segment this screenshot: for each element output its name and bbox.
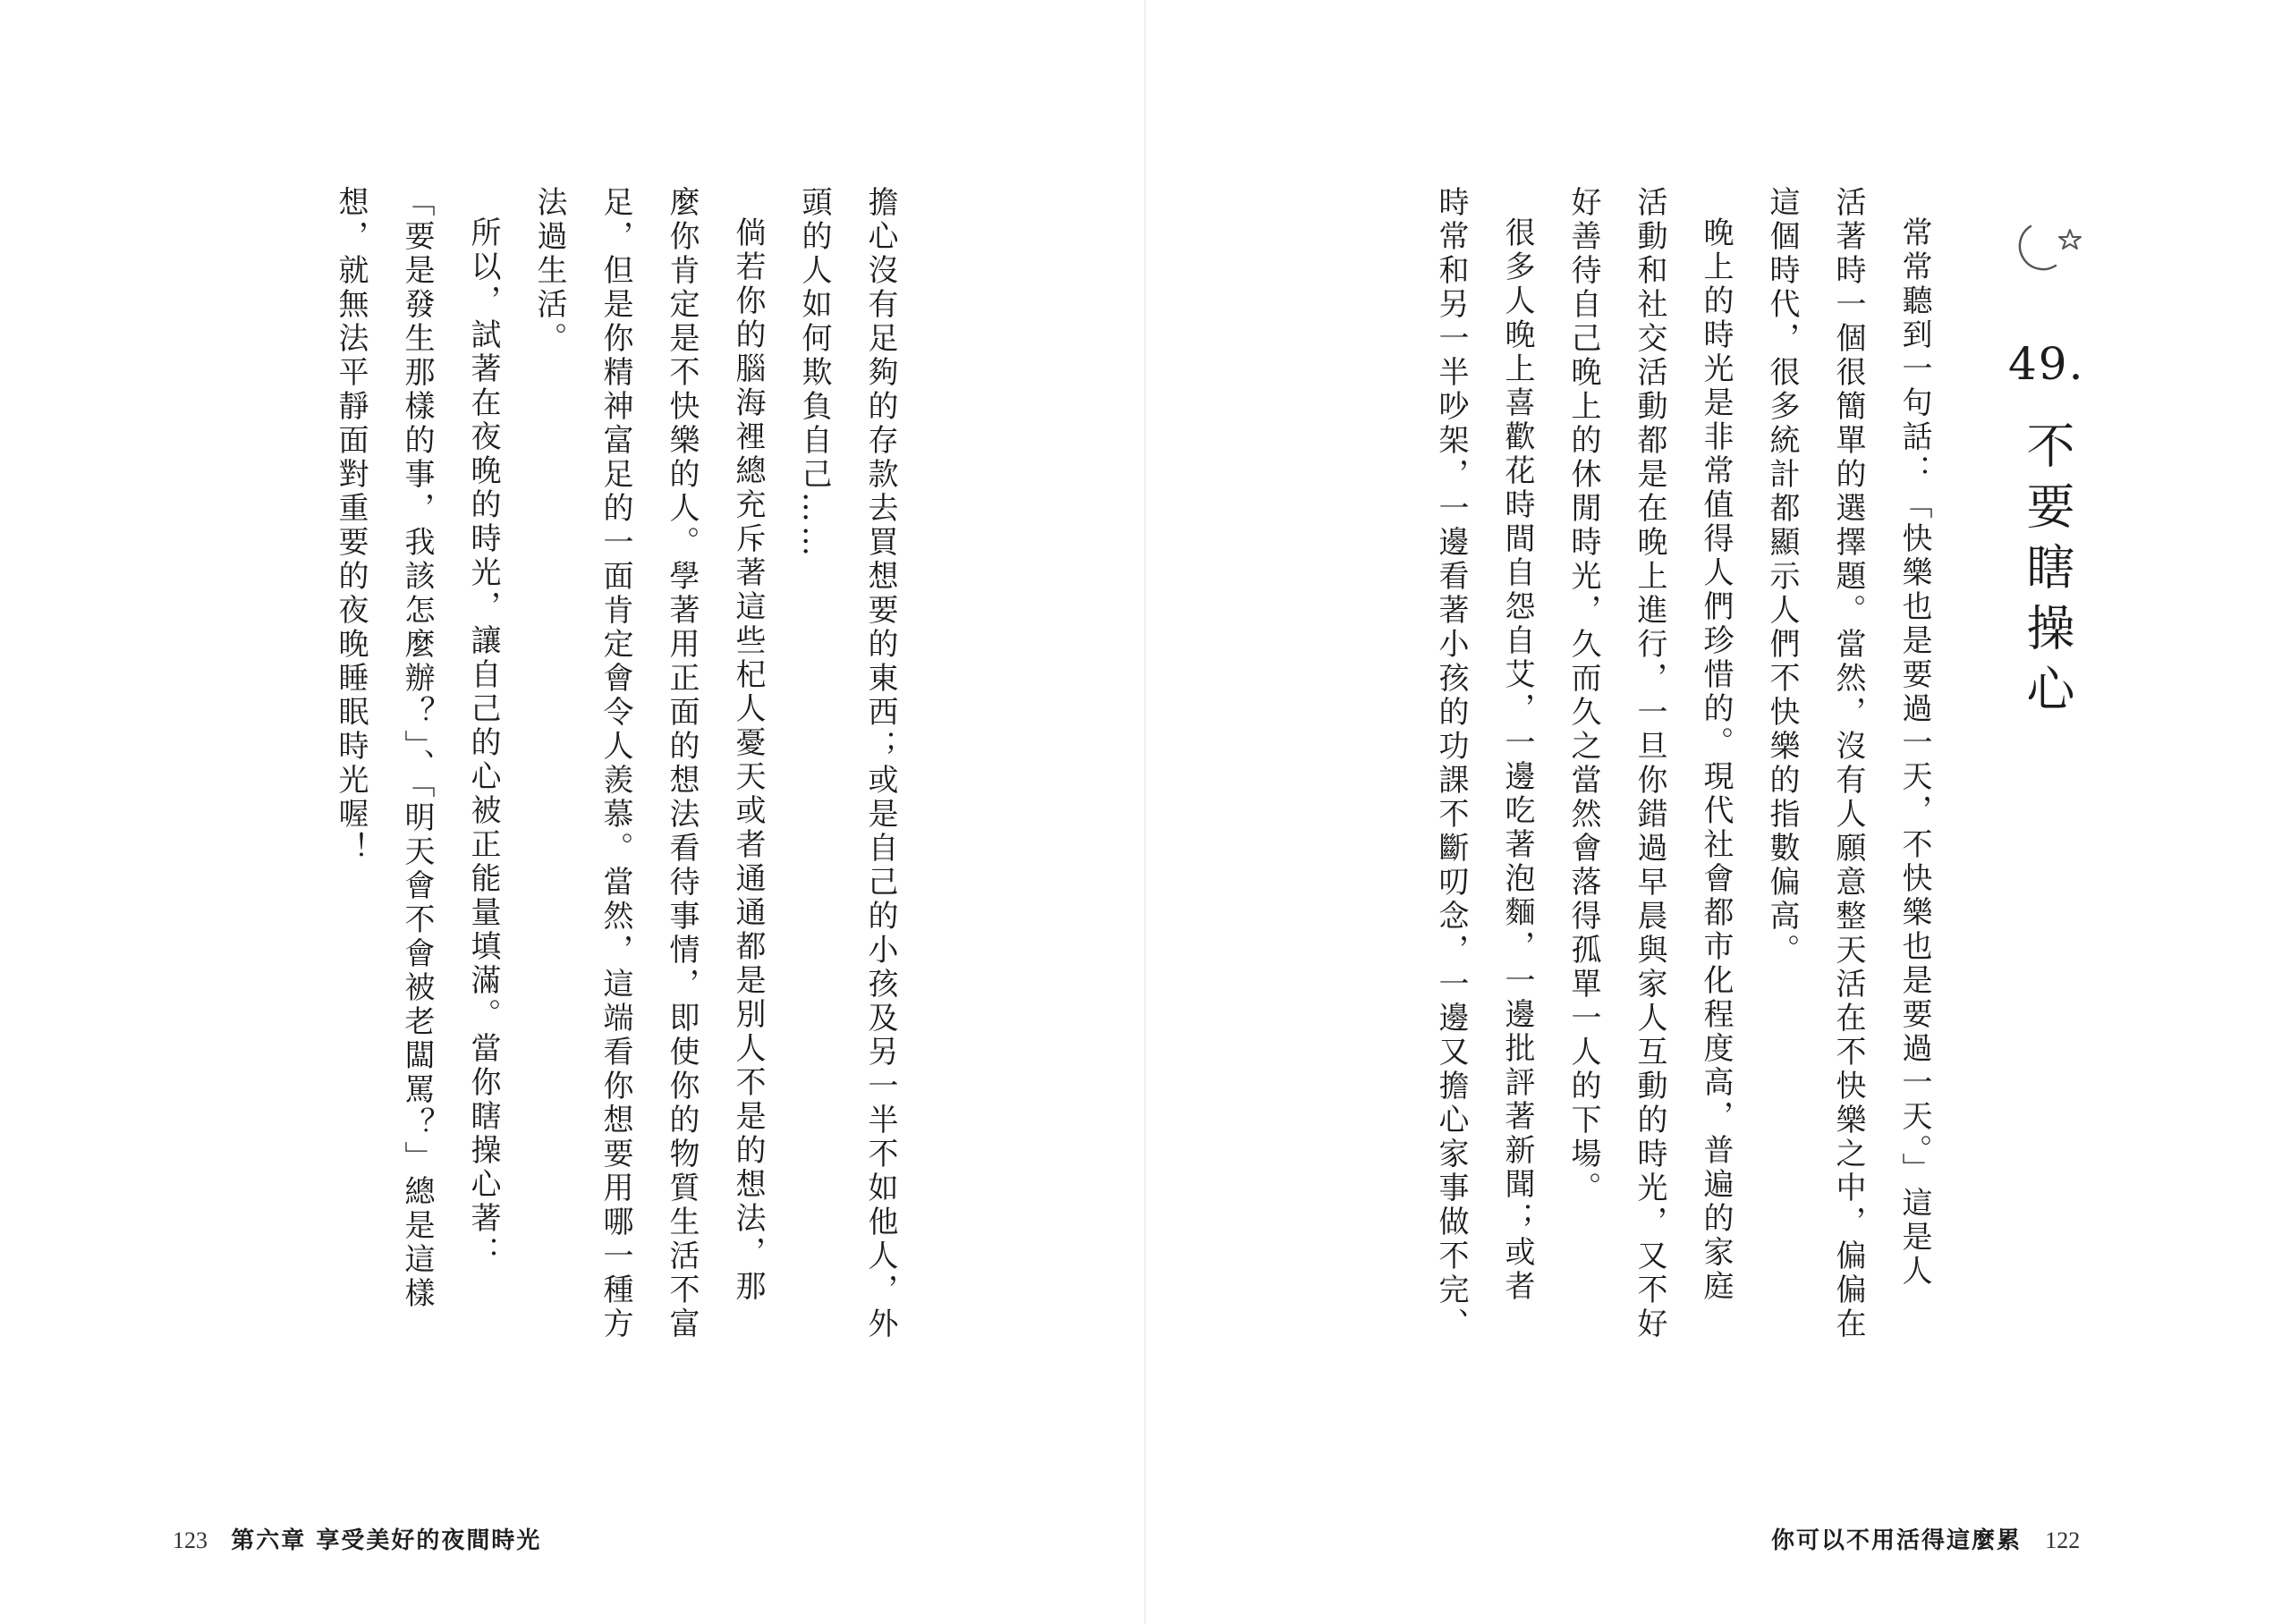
chapter-running-head: 第六章 享受美好的夜間時光 xyxy=(231,1527,542,1554)
body-line: 頭的人如何欺負自己…… xyxy=(796,186,832,560)
body-line: 常常聽到一句話：「快樂也是要過一天，不快樂也是要過一天。」這是人 xyxy=(1896,216,1932,1289)
body-line: 「要是發生那樣的事，我該怎麼辦？」、「明天會不會被老闆罵？」總是這樣 xyxy=(399,186,435,1311)
body-line: 麼你肯定是不快樂的人。學著用正面的想法看待事情，即使你的物質生活不富 xyxy=(664,186,700,1341)
chapter-title: 不要瞎操心 xyxy=(2019,420,2075,724)
body-line: 活動和社交活動都是在晚上進行，一旦你錯過早晨與家人互動的時光，又不好 xyxy=(1632,186,1667,1341)
body-line: 晚上的時光是非常值得人們珍惜的。現代社會都市化程度高，普遍的家庭 xyxy=(1698,216,1734,1304)
body-line: 這個時代，很多統計都顯示人們不快樂的指數偏高。 xyxy=(1764,186,1800,968)
moon-and-star-icon xyxy=(2004,219,2086,282)
body-line: 所以，試著在夜晚的時光，讓自己的心被正能量填滿。當你瞎操心著： xyxy=(465,216,501,1270)
chapter-number: 49. xyxy=(2008,338,2085,390)
book-running-head: 你可以不用活得這麼累 xyxy=(1771,1527,2023,1554)
body-line: 時常和另一半吵架，一邊看著小孩的功課不斷叨念，一邊又擔心家事做不完、 xyxy=(1433,186,1469,1341)
body-line: 倘若你的腦海裡總充斥著這些杞人憂天或者通通都是別人不是的想法，那 xyxy=(730,216,766,1304)
body-line: 好善待自己晚上的休閒時光，久而久之當然會落得孤單一人的下場。 xyxy=(1565,186,1601,1205)
left-page-footer xyxy=(173,1522,541,1555)
body-line: 很多人晚上喜歡花時間自怨自艾，一邊吃著泡麵，一邊批評著新聞；或者 xyxy=(1499,216,1535,1304)
body-line: 活著時一個很簡單的選擇題。當然，沒有人願意整天活在不快樂之中，偏偏在 xyxy=(1830,186,1866,1341)
right-page-body xyxy=(1418,186,1947,1341)
body-line: 法過生活。 xyxy=(531,186,567,356)
page-number: 122 xyxy=(2045,1527,2081,1553)
right-page-footer xyxy=(1771,1522,2080,1555)
page-number: 123 xyxy=(173,1527,208,1553)
left-page-body xyxy=(318,186,913,1341)
body-line: 足，但是你精神富足的一面肯定會令人羨慕。當然，這端看你想要用哪一種方 xyxy=(598,186,633,1341)
body-line: 想，就無法平靜面對重要的夜晚睡眠時光喔！ xyxy=(333,186,369,866)
body-line: 擔心沒有足夠的存款去買想要的東西；或是自己的小孩及另一半不如他人，外 xyxy=(862,186,898,1341)
